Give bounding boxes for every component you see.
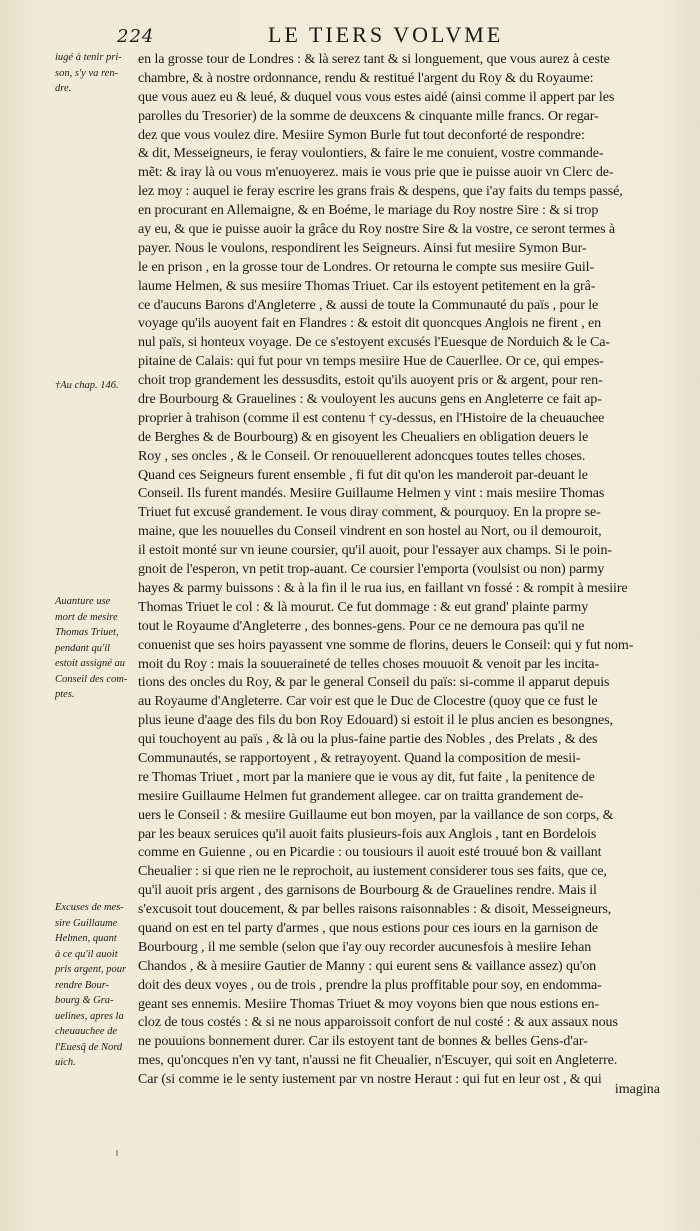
text-line: dre Bourbourg & Grauelines : & vouloyent les aucuns gens en Angleterre ce fait ap- <box>138 391 602 408</box>
text-line: comme en Guienne , ou en Picardie : ou tousiours il auoit esté trouué bon & vaillant <box>138 844 602 861</box>
text-line: Chandos , & à mesiire Gautier de Manny : qui eurent sens & vaillance assez) qu'on <box>138 957 597 974</box>
text-line: mes, qu'oncques n'en vy tant, n'aussi ne fit Cheualier, n'Escuyer, qui soit en Angleterre. <box>138 1052 618 1069</box>
text-line: re Thomas Triuet , mort par la maniere que ie vous ay dit, fut faite , la penitence de <box>138 768 595 785</box>
text-line: ce d'aucuns Barons d'Angleterre , & aussi de toute la Communauté du païs , pour le <box>138 296 599 313</box>
text-line: cloz de tous costés : & si ne nous apparoissoit confort de nul costé : & aux assaux nous <box>138 1014 618 1031</box>
catchword: imagina <box>614 1082 660 1097</box>
text-line: qui touchoyent au païs , & là ou la plus-faine partie des Nobles , des Prelats , & des <box>138 731 598 748</box>
text-line: quand on est en tel party d'armes , que nous estions pour ces iours en la garnison de <box>138 919 599 936</box>
text-line: tions des oncles du Roy, & par le general Conseil du païs: si-comme il apparut depuis <box>138 674 610 691</box>
text-line: Car (si comme ie le senty iustement par vn nostre Heraut : qui fut en leur ost , & qui <box>138 1071 602 1088</box>
text-line: doit des deux voyes , ou de trois , prendre la plus proffitable pour soy, en endomma- <box>138 976 602 993</box>
text-line: par les beaux seruices qu'il auoit faits plusieurs-fois aux Anglois , tant en Bordelois <box>138 825 597 842</box>
text-line: en procurant en Allemaigne, & en Boéme, le mariage du Roy nostre Sire : & si trop <box>138 202 599 219</box>
page-header <box>0 22 700 50</box>
text-line: mesiire Guillaume Helmen fut grandement allegee. car on traitta grandement de- <box>138 787 584 804</box>
margin-note: Excuses de mes- sire Guillaume Helmen, quant à ce qu'il auoit pris argent, pour rendre Bour- bourg & Gra- uelines, apres la cheuauchee de l'Euesq̃ de Nord uich. <box>55 902 127 1068</box>
text-line: moit du Roy : mais la souueraineté de telles choses mouuoit & venoit par les incita- <box>138 655 600 672</box>
text-line: proprier à trahison (comme il est contenu † cy-dessus, en l'Histoire de la cheuauchee <box>138 409 605 426</box>
page-number: 224 <box>117 26 155 47</box>
text-line: laume Helmen, & sus mesiire Thomas Triuet. Car ils estoyent petitement en la grâ- <box>138 277 596 294</box>
text-line: geant ses ennemis. Mesiire Thomas Triuet & moy voyons bien que nous estions en- <box>138 995 600 1012</box>
margin-note: iugé à tenir pri- son, s'y va ren- dre. <box>55 52 122 94</box>
text-line: il estoit monté sur vn ieune coursier, qu'il auoit, pour l'essayer aux champs. Si le poin- <box>138 542 612 559</box>
text-line: & dit, Messeigneurs, ie feray voulontiers, & faire le me conuient, vostre commande- <box>138 145 604 162</box>
text-line: hayes & parmy buissons : & à la fin il le rua ius, en faillant vn fossé : & rompit à mesiire <box>138 579 628 596</box>
text-line: le en prison , en la grosse tour de Londres. Or retourna le compte sus mesiire Guil- <box>138 258 595 275</box>
paper-speck <box>116 1150 118 1156</box>
text-line: Conseil. Ils furent mandés. Mesiire Guillaume Helmen y vint : mais mesiire Thomas <box>138 485 605 502</box>
text-line: pitaine de Calais: qui fut pour vn temps mesiire Hue de Cauerllee. Or ce, qui empes- <box>138 353 604 370</box>
running-title: LE TIERS VOLVME <box>268 22 504 47</box>
text-line: qu'il auoit pris argent , des garnisons de Bourbourg & de Grauelines rendre. Mais il <box>138 882 597 899</box>
text-line: en la grosse tour de Londres : & là serez tant & si longuement, que vous aurez à ceste <box>138 51 610 67</box>
text-line: uers le Conseil : & mesiire Guillaume eut bon moyen, par la vaillance de son corps, & <box>138 806 614 823</box>
text-line: choit trop grandement les dessusdits, estoit qu'ils auoyent pris or & argent, pour ren- <box>138 372 603 389</box>
text-line: que vous auez eu & leué, & duquel vous vous estes aidé (ainsi comme il appert par les <box>138 88 615 105</box>
text-line: gnoit de l'esperon, vn petit trop-auant. Ce coursier l'emporta (voulsist ou non) parmy <box>138 561 605 578</box>
text-line: s'excusoit tout doucement, & par belles raisons raisonnables : & disoit, Messeigneurs, <box>138 901 612 918</box>
text-line: Roy , ses oncles , & le Conseil. Or renouuellerent adoncques toutes telles choses. <box>138 447 586 464</box>
text-line: lez moy : auquel ie feray escrire les grans frais & despens, que i'ay faits du temps passé, <box>138 183 623 200</box>
text-line: ne pouuions bonnement durer. Car ils estoyent tant de bonnes & belles Gens-d'ar- <box>138 1033 588 1050</box>
text-line: de Berghes & de Bourbourg) & en gisoyent les Cheualiers en obligation deuers le <box>138 428 589 445</box>
text-line: nul païs, si honteux voyage. De ce s'estoyent excusés l'Euesque de Norduich & le Ca- <box>138 334 611 351</box>
text-line: conuenist que ses hoirs payassent vne somme de florins, deuers le Conseil: qui y fut nom- <box>138 636 634 653</box>
margin-note: Auanture use mort de mesire Thomas Triuet, pendant qu'il estoit assigné au Conseil des com- ptes. <box>55 596 128 700</box>
text-line: ay eu, & que ie puisse auoir la grâce du Roy nostre Sire & la vostre, ce seront termes à <box>138 221 616 238</box>
text-line: dez que vous voulez dire. Mesiire Symon Burle fut tout deconforté de respondre: <box>138 126 585 143</box>
text-line: parolles du Tresorier) de la somme de deuxcens & cinquante mille francs. Or regar- <box>138 107 599 124</box>
text-line: payer. Nous le voulons, respondirent les Seigneurs. Ainsi fut mesiire Symon Bur- <box>138 239 587 256</box>
text-line: voyage qu'ils auoyent fait en Flandres : & estoit dit quoncques Anglois ne firent , en <box>138 315 602 332</box>
text-line: Thomas Triuet le col : & là mourut. Ce fut dommage : & eut grand' plainte parmy <box>138 598 589 615</box>
text-line: Communautés, se rapportoyent , & retrayoyent. Quand la composition de mesii- <box>138 749 581 766</box>
text-line: tout le Royaume d'Angleterre , des bonnes-gens. Pour ce ne demoura pas qu'il ne <box>138 617 585 634</box>
text-line: Cheualier : si que rien ne le reprochoit, au iustement considerer tous ses faits, que ce, <box>138 863 607 880</box>
margin-note: †Au chap. 146. <box>55 380 119 391</box>
text-line: maine, que les nouuelles du Conseil vindrent en son hostel au Nort, ou il demouroit, <box>138 523 602 540</box>
text-line: mẽt: & iray là ou vous m'enuoyerez. mais ie vous prie que ie puisse auoir vn Clerc de- <box>138 164 614 181</box>
text-line: Bourbourg , il me semble (selon que i'ay ouy recorder aucunesfois à mesiire Iehan <box>138 938 592 955</box>
text-line: chambre, & à nostre ordonnance, rendu & restitué l'argent du Roy & du Royaume: <box>138 69 594 86</box>
text-line: plus ieune d'aage des fils du bon Roy Edouard) si estoit il le plus ancien es besongnes, <box>138 712 613 729</box>
text-line: Triuet fut excusé grandement. Ie vous diray comment, & pourquoy. En la propre se- <box>138 504 601 521</box>
text-line: au Royaume d'Angleterre. Car voir est que le Duc de Clocestre (quoy que ce fust le <box>138 693 598 710</box>
text-line: Quand ces Seigneurs furent ensemble , fi fut dit qu'on les manderoit par-deuant le <box>138 466 588 483</box>
body-text <box>138 50 666 1089</box>
